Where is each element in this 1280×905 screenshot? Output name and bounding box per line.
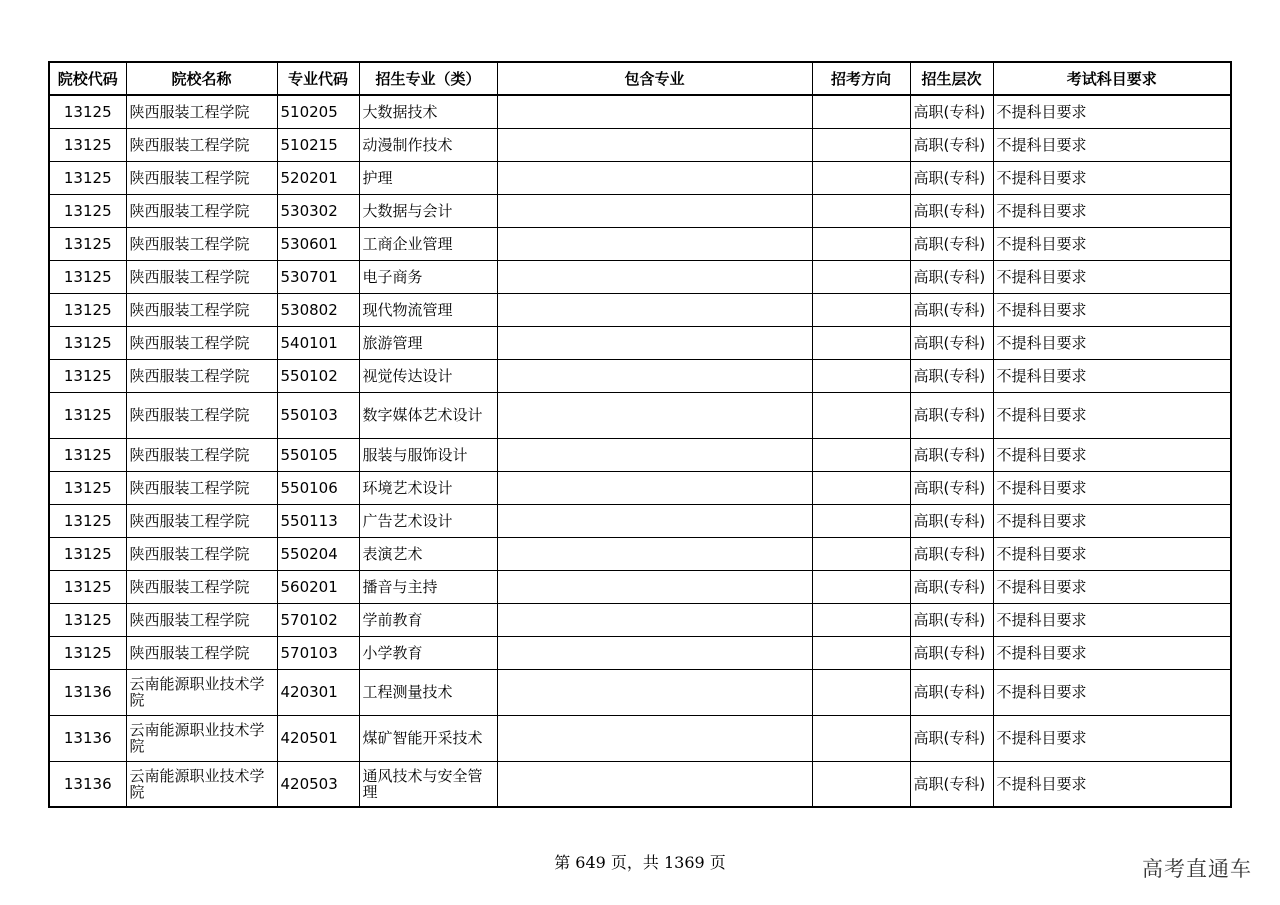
header-major-code: 专业代码 — [277, 62, 359, 95]
cell-major-code: 510215 — [277, 128, 359, 161]
cell-level: 高职(专科) — [910, 227, 993, 260]
cell-major-code: 520201 — [277, 161, 359, 194]
cell-included-majors — [497, 128, 812, 161]
cell-included-majors — [497, 636, 812, 669]
cell-major-code: 420501 — [277, 715, 359, 761]
cell-major-code: 510205 — [277, 95, 359, 128]
cell-major-code: 550106 — [277, 471, 359, 504]
cell-school-name: 陕西服装工程学院 — [126, 471, 277, 504]
cell-major-name: 表演艺术 — [359, 537, 497, 570]
cell-direction — [812, 95, 910, 128]
cell-school-name: 云南能源职业技术学院 — [126, 669, 277, 715]
cell-school-name: 陕西服装工程学院 — [126, 326, 277, 359]
cell-school-code: 13125 — [49, 293, 126, 326]
cell-level: 高职(专科) — [910, 359, 993, 392]
cell-major-code: 550102 — [277, 359, 359, 392]
cell-school-code: 13125 — [49, 359, 126, 392]
cell-major-name: 视觉传达设计 — [359, 359, 497, 392]
cell-school-code: 13136 — [49, 761, 126, 807]
cell-subject-requirement: 不提科目要求 — [993, 504, 1231, 537]
table-row — [49, 715, 1231, 761]
cell-subject-requirement: 不提科目要求 — [993, 761, 1231, 807]
cell-subject-requirement: 不提科目要求 — [993, 326, 1231, 359]
cell-level: 高职(专科) — [910, 504, 993, 537]
cell-school-code: 13125 — [49, 438, 126, 471]
cell-subject-requirement: 不提科目要求 — [993, 537, 1231, 570]
cell-school-code: 13125 — [49, 161, 126, 194]
cell-included-majors — [497, 194, 812, 227]
cell-subject-requirement: 不提科目要求 — [993, 636, 1231, 669]
cell-direction — [812, 194, 910, 227]
cell-included-majors — [497, 715, 812, 761]
cell-school-code: 13125 — [49, 194, 126, 227]
table-row — [49, 761, 1231, 807]
cell-major-code: 570102 — [277, 603, 359, 636]
table-row — [49, 438, 1231, 471]
table-row — [49, 570, 1231, 603]
cell-major-code: 420503 — [277, 761, 359, 807]
cell-major-name: 现代物流管理 — [359, 293, 497, 326]
table-row — [49, 504, 1231, 537]
table-row — [49, 359, 1231, 392]
cell-subject-requirement: 不提科目要求 — [993, 438, 1231, 471]
cell-major-name: 工商企业管理 — [359, 227, 497, 260]
cell-included-majors — [497, 293, 812, 326]
cell-major-code: 530802 — [277, 293, 359, 326]
cell-school-name: 云南能源职业技术学院 — [126, 715, 277, 761]
cell-included-majors — [497, 471, 812, 504]
cell-school-name: 陕西服装工程学院 — [126, 128, 277, 161]
cell-school-name: 陕西服装工程学院 — [126, 227, 277, 260]
cell-school-name: 陕西服装工程学院 — [126, 636, 277, 669]
page-number: 第 649 页，共 1369 页 — [554, 853, 726, 872]
header-direction: 招考方向 — [812, 62, 910, 95]
cell-level: 高职(专科) — [910, 95, 993, 128]
cell-major-name: 动漫制作技术 — [359, 128, 497, 161]
cell-major-name: 小学教育 — [359, 636, 497, 669]
cell-school-name: 云南能源职业技术学院 — [126, 761, 277, 807]
cell-level: 高职(专科) — [910, 761, 993, 807]
watermark: 高考直通车 — [1142, 857, 1252, 881]
cell-major-name: 工程测量技术 — [359, 669, 497, 715]
cell-major-name: 环境艺术设计 — [359, 471, 497, 504]
cell-school-code: 13136 — [49, 715, 126, 761]
cell-school-name: 陕西服装工程学院 — [126, 392, 277, 438]
table-row — [49, 471, 1231, 504]
cell-direction — [812, 636, 910, 669]
cell-included-majors — [497, 438, 812, 471]
table-row — [49, 161, 1231, 194]
cell-level: 高职(专科) — [910, 570, 993, 603]
cell-school-code: 13125 — [49, 471, 126, 504]
cell-major-name: 护理 — [359, 161, 497, 194]
cell-school-code: 13125 — [49, 326, 126, 359]
cell-included-majors — [497, 537, 812, 570]
cell-school-code: 13125 — [49, 227, 126, 260]
cell-included-majors — [497, 603, 812, 636]
table-row — [49, 636, 1231, 669]
table-row — [49, 260, 1231, 293]
table-row — [49, 227, 1231, 260]
cell-subject-requirement: 不提科目要求 — [993, 194, 1231, 227]
header-major-name: 招生专业（类） — [359, 62, 497, 95]
cell-included-majors — [497, 669, 812, 715]
cell-direction — [812, 603, 910, 636]
cell-subject-requirement: 不提科目要求 — [993, 715, 1231, 761]
cell-school-code: 13125 — [49, 95, 126, 128]
cell-school-code: 13125 — [49, 636, 126, 669]
enrollment-table — [48, 61, 1232, 808]
cell-direction — [812, 326, 910, 359]
cell-major-code: 540101 — [277, 326, 359, 359]
cell-direction — [812, 161, 910, 194]
cell-included-majors — [497, 326, 812, 359]
cell-school-code: 13125 — [49, 392, 126, 438]
cell-direction — [812, 392, 910, 438]
cell-school-code: 13125 — [49, 128, 126, 161]
cell-subject-requirement: 不提科目要求 — [993, 260, 1231, 293]
cell-included-majors — [497, 260, 812, 293]
cell-included-majors — [497, 570, 812, 603]
cell-subject-requirement: 不提科目要求 — [993, 161, 1231, 194]
cell-level: 高职(专科) — [910, 603, 993, 636]
cell-level: 高职(专科) — [910, 669, 993, 715]
cell-direction — [812, 227, 910, 260]
cell-school-code: 13136 — [49, 669, 126, 715]
cell-school-code: 13125 — [49, 570, 126, 603]
cell-subject-requirement: 不提科目要求 — [993, 392, 1231, 438]
cell-level: 高职(专科) — [910, 161, 993, 194]
cell-level: 高职(专科) — [910, 260, 993, 293]
table-row — [49, 326, 1231, 359]
cell-major-name: 旅游管理 — [359, 326, 497, 359]
cell-direction — [812, 260, 910, 293]
cell-major-code: 530302 — [277, 194, 359, 227]
cell-school-name: 陕西服装工程学院 — [126, 537, 277, 570]
cell-included-majors — [497, 504, 812, 537]
cell-major-name: 学前教育 — [359, 603, 497, 636]
cell-direction — [812, 359, 910, 392]
cell-major-code: 550105 — [277, 438, 359, 471]
header-included-majors: 包含专业 — [497, 62, 812, 95]
cell-major-code: 550204 — [277, 537, 359, 570]
cell-direction — [812, 570, 910, 603]
cell-school-code: 13125 — [49, 504, 126, 537]
cell-school-name: 陕西服装工程学院 — [126, 194, 277, 227]
table-row — [49, 128, 1231, 161]
table-row — [49, 194, 1231, 227]
cell-school-name: 陕西服装工程学院 — [126, 504, 277, 537]
cell-major-code: 550103 — [277, 392, 359, 438]
table-row — [49, 669, 1231, 715]
cell-level: 高职(专科) — [910, 293, 993, 326]
cell-school-name: 陕西服装工程学院 — [126, 359, 277, 392]
cell-major-name: 煤矿智能开采技术 — [359, 715, 497, 761]
cell-level: 高职(专科) — [910, 326, 993, 359]
cell-subject-requirement: 不提科目要求 — [993, 227, 1231, 260]
cell-direction — [812, 504, 910, 537]
header-subject-requirement: 考试科目要求 — [993, 62, 1231, 95]
table-header-row — [49, 62, 1231, 95]
table-row — [49, 95, 1231, 128]
table-row — [49, 603, 1231, 636]
cell-school-name: 陕西服装工程学院 — [126, 570, 277, 603]
cell-major-name: 广告艺术设计 — [359, 504, 497, 537]
cell-subject-requirement: 不提科目要求 — [993, 359, 1231, 392]
cell-school-name: 陕西服装工程学院 — [126, 95, 277, 128]
cell-major-name: 服装与服饰设计 — [359, 438, 497, 471]
cell-level: 高职(专科) — [910, 392, 993, 438]
cell-level: 高职(专科) — [910, 438, 993, 471]
cell-school-name: 陕西服装工程学院 — [126, 260, 277, 293]
cell-major-code: 530601 — [277, 227, 359, 260]
cell-included-majors — [497, 227, 812, 260]
cell-major-code: 570103 — [277, 636, 359, 669]
cell-school-code: 13125 — [49, 260, 126, 293]
cell-school-name: 陕西服装工程学院 — [126, 161, 277, 194]
table-row — [49, 293, 1231, 326]
header-level: 招生层次 — [910, 62, 993, 95]
cell-level: 高职(专科) — [910, 715, 993, 761]
cell-included-majors — [497, 761, 812, 807]
cell-direction — [812, 293, 910, 326]
cell-subject-requirement: 不提科目要求 — [993, 471, 1231, 504]
cell-major-name: 通风技术与安全管理 — [359, 761, 497, 807]
cell-direction — [812, 669, 910, 715]
table-row — [49, 392, 1231, 438]
cell-level: 高职(专科) — [910, 636, 993, 669]
cell-school-name: 陕西服装工程学院 — [126, 438, 277, 471]
cell-major-code: 530701 — [277, 260, 359, 293]
cell-subject-requirement: 不提科目要求 — [993, 95, 1231, 128]
cell-subject-requirement: 不提科目要求 — [993, 603, 1231, 636]
cell-direction — [812, 471, 910, 504]
cell-level: 高职(专科) — [910, 128, 993, 161]
cell-subject-requirement: 不提科目要求 — [993, 128, 1231, 161]
cell-school-code: 13125 — [49, 603, 126, 636]
cell-direction — [812, 537, 910, 570]
header-school-name: 院校名称 — [126, 62, 277, 95]
cell-included-majors — [497, 95, 812, 128]
cell-direction — [812, 128, 910, 161]
cell-major-name: 电子商务 — [359, 260, 497, 293]
cell-included-majors — [497, 359, 812, 392]
cell-major-code: 560201 — [277, 570, 359, 603]
cell-major-name: 大数据与会计 — [359, 194, 497, 227]
cell-subject-requirement: 不提科目要求 — [993, 293, 1231, 326]
cell-level: 高职(专科) — [910, 194, 993, 227]
cell-included-majors — [497, 392, 812, 438]
cell-direction — [812, 438, 910, 471]
cell-major-name: 播音与主持 — [359, 570, 497, 603]
cell-major-name: 数字媒体艺术设计 — [359, 392, 497, 438]
cell-subject-requirement: 不提科目要求 — [993, 570, 1231, 603]
cell-major-code: 550113 — [277, 504, 359, 537]
cell-included-majors — [497, 161, 812, 194]
cell-direction — [812, 761, 910, 807]
cell-level: 高职(专科) — [910, 471, 993, 504]
cell-subject-requirement: 不提科目要求 — [993, 669, 1231, 715]
cell-school-name: 陕西服装工程学院 — [126, 603, 277, 636]
cell-level: 高职(专科) — [910, 537, 993, 570]
table-row — [49, 537, 1231, 570]
cell-major-name: 大数据技术 — [359, 95, 497, 128]
cell-direction — [812, 715, 910, 761]
cell-school-name: 陕西服装工程学院 — [126, 293, 277, 326]
cell-school-code: 13125 — [49, 537, 126, 570]
header-school-code: 院校代码 — [49, 62, 126, 95]
cell-major-code: 420301 — [277, 669, 359, 715]
